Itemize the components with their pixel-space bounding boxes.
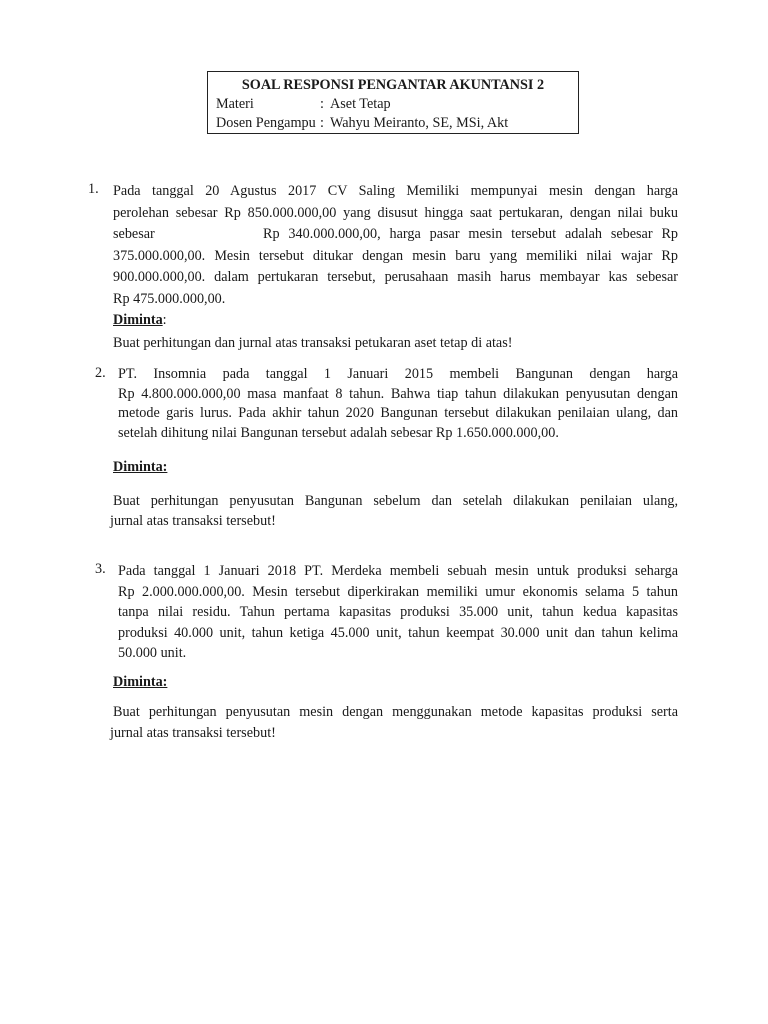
request-text: Buat perhitungan penyusutan Bangunan sebelum dan setelah dilakukan penilaian ulang, jurnal atas transaksi tersebut! — [110, 492, 678, 529]
question-line: produksi 40.000 unit, tahun ketiga 45.000 unit, tahun keempat 30.000 unit dan tahun kelima — [118, 624, 678, 641]
meta-row-dosen — [216, 114, 570, 133]
request-text: Buat perhitungan dan jurnal atas transaksi petukaran aset tetap di atas! — [113, 334, 513, 351]
request-block — [113, 672, 678, 694]
question-line: 375.000.000,00. Mesin tersebut ditukar dengan mesin baru yang memiliki nilai wajar Rp — [113, 247, 678, 264]
question-body — [113, 181, 678, 354]
question-line: Rp 475.000.000,00. — [113, 290, 226, 307]
meta-separator: : — [320, 115, 324, 131]
question-number: 3. — [95, 561, 106, 577]
question-line: Pada tanggal 1 Januari 2018 PT. Merdeka membeli sebuah mesin untuk produksi seharga — [118, 563, 678, 579]
question-line: perolehan sebesar Rp 850.000.000,00 yang disusut hingga saat pertukaran, dengan nilai buku — [113, 204, 678, 221]
question-2 — [88, 365, 678, 532]
question-number: 1. — [88, 181, 99, 197]
meta-value: Aset Tetap — [330, 96, 391, 112]
meta-row-materi — [216, 95, 570, 114]
question-line: 50.000 unit. — [118, 645, 187, 661]
document-title: SOAL RESPONSI PENGANTAR AKUNTANSI 2 — [241, 77, 545, 93]
question-number: 2. — [95, 365, 106, 381]
meta-separator: : — [320, 96, 324, 112]
request-section — [110, 672, 678, 744]
request-label: Diminta: — [113, 459, 168, 475]
request-colon: : — [162, 312, 167, 328]
question-line: metode garis lurus. Pada akhir tahun 2020 Bangunan tersebut dilakukan penilaian ulang, dan — [118, 405, 678, 421]
question-line: PT. Insomnia pada tanggal 1 Januari 2015 membeli Bangunan dengan harga — [118, 366, 678, 382]
meta-label: Dosen Pengampu — [216, 115, 316, 131]
question-line: 900.000.000,00. dalam pertukaran tersebut, perusahaan masih harus membayar kas sebesar — [113, 269, 678, 285]
question-line: Pada tanggal 20 Agustus 2017 CV Saling Memiliki mempunyai mesin dengan harga — [113, 183, 678, 199]
meta-value: Wahyu Meiranto, SE, MSi, Akt — [330, 115, 509, 131]
header-box — [207, 71, 579, 134]
question-body — [118, 561, 678, 664]
request-label: Diminta: — [113, 673, 168, 690]
question-3 — [88, 561, 678, 743]
question-body — [118, 365, 678, 443]
request-block — [113, 310, 678, 332]
request-block — [113, 457, 678, 479]
question-line: Rp 2.000.000.000,00. Mesin tersebut diperkirakan memiliki umur ekonomis selama 5 tahun — [118, 583, 678, 600]
request-label: Diminta — [113, 312, 163, 328]
question-line: tanpa nilai residu. Tahun pertama kapasitas produksi 35.000 unit, tahun kedua kapasitas — [118, 604, 678, 620]
meta-label: Materi — [216, 96, 254, 112]
question-line: Rp 4.800.000.000,00 masa manfaat 8 tahun. Bahwa tiap tahun dilakukan penyusutan dengan — [118, 385, 678, 402]
request-section — [110, 457, 678, 532]
question-line: setelah dihitung nilai Bangunan tersebut adalah sebesar Rp 1.650.000.000,00. — [118, 424, 559, 441]
request-text: Buat perhitungan penyusutan mesin dengan menggunakan metode kapasitas produksi serta jurnal atas transaksi tersebut! — [110, 704, 678, 741]
question-1 — [88, 181, 678, 354]
question-line: sebesar Rp 340.000.000,00, harga pasar mesin tersebut adalah sebesar Rp — [113, 226, 678, 242]
